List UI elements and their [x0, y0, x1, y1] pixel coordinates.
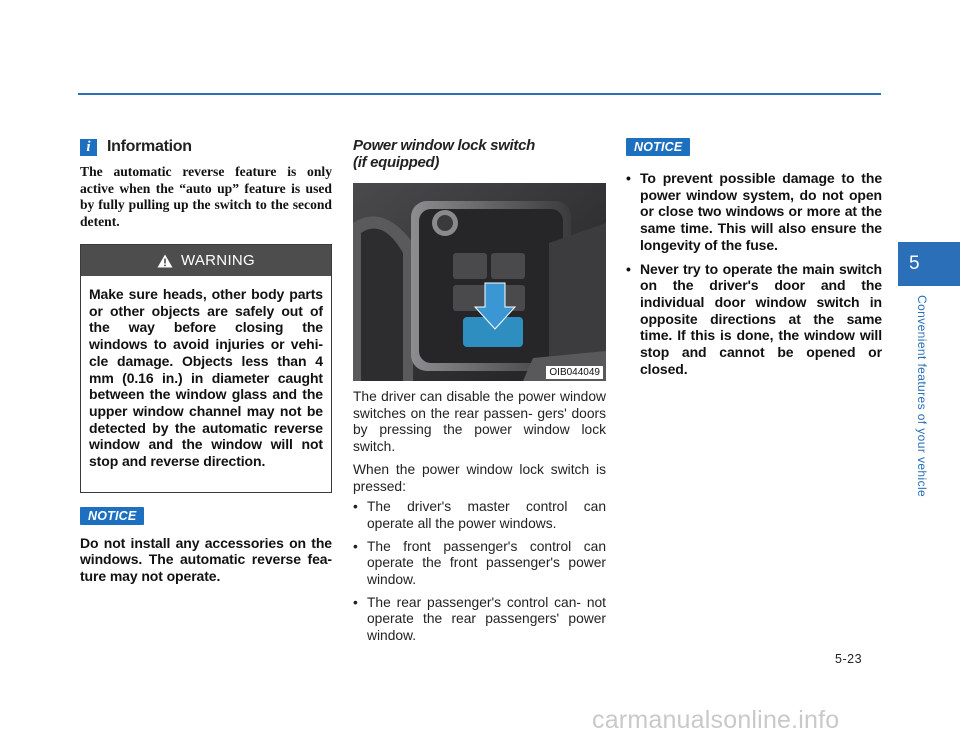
list-item: • To prevent possible damage to the power window system, do not open or close two windows or more at the same time. This will also ensure the longevity of the fuse. — [626, 170, 882, 253]
chapter-tab: 5 — [898, 242, 960, 286]
warning-label: WARNING — [180, 252, 256, 269]
warning-header — [81, 245, 331, 276]
warning-body: Make sure heads, other body parts or other objects are safely out of the way before closing the windows to avoid injuries or vehi- cle damage. Objects less than 4 mm (0.16 in.) in diameter caught between the window glass and the upper window channel may not be detected by the automatic reverse window and the window will not stop and reverse direction. — [89, 286, 323, 470]
section-title-line2: (if equipped) — [353, 153, 440, 171]
information-body: The automatic reverse feature is only active when the “auto up” feature is used by fully pulling up the switch to the second detent. — [80, 164, 332, 229]
information-title: Information — [107, 138, 192, 155]
list-item: • The front passenger's control can operate the front passenger's power window. — [353, 538, 606, 588]
section-title — [353, 138, 606, 171]
chapter-label: Convenient features of your vehicle — [915, 295, 929, 498]
warning-triangle-icon — [157, 254, 173, 268]
notice-tag: NOTICE — [626, 138, 690, 156]
left-column — [80, 138, 332, 585]
photo-code: OIB044049 — [546, 366, 603, 379]
list-item: • The rear passenger's control can- not operate the rear passengers' power window. — [353, 594, 606, 644]
top-rule — [78, 93, 881, 95]
lock-switch-paragraph-1: The driver can disable the power window switches on the rear passen- gers' doors by pressing the power window lock switch. — [353, 389, 606, 455]
right-column — [626, 138, 882, 384]
notice-tag: NOTICE — [80, 507, 144, 525]
list-item: • The driver's master control can operate all the power windows. — [353, 499, 606, 531]
window-switch-photo — [353, 183, 606, 381]
info-icon: i — [80, 139, 97, 156]
list-item: • Never try to operate the main switch on the driver's door and the individual door window switch in opposite directions at the same time. If this is done, the window will stop and cannot be opened or closed. — [626, 260, 882, 377]
warning-box — [80, 244, 332, 493]
information-header — [80, 138, 332, 156]
section-title-line1: Power window lock switch — [353, 137, 535, 154]
lock-switch-bullets — [353, 499, 606, 645]
notice-body: Do not install any accessories on the windows. The automatic reverse fea- ture may not operate. — [80, 534, 332, 585]
door-panel-illustration — [353, 183, 606, 381]
watermark: carmanualsonline.info — [592, 706, 840, 734]
notice-block-1 — [80, 507, 332, 585]
notice-bullets — [626, 170, 882, 377]
middle-column — [353, 138, 606, 651]
page-number: 5-23 — [835, 652, 863, 666]
lock-switch-paragraph-2: When the power window lock switch is pressed: — [353, 461, 606, 494]
